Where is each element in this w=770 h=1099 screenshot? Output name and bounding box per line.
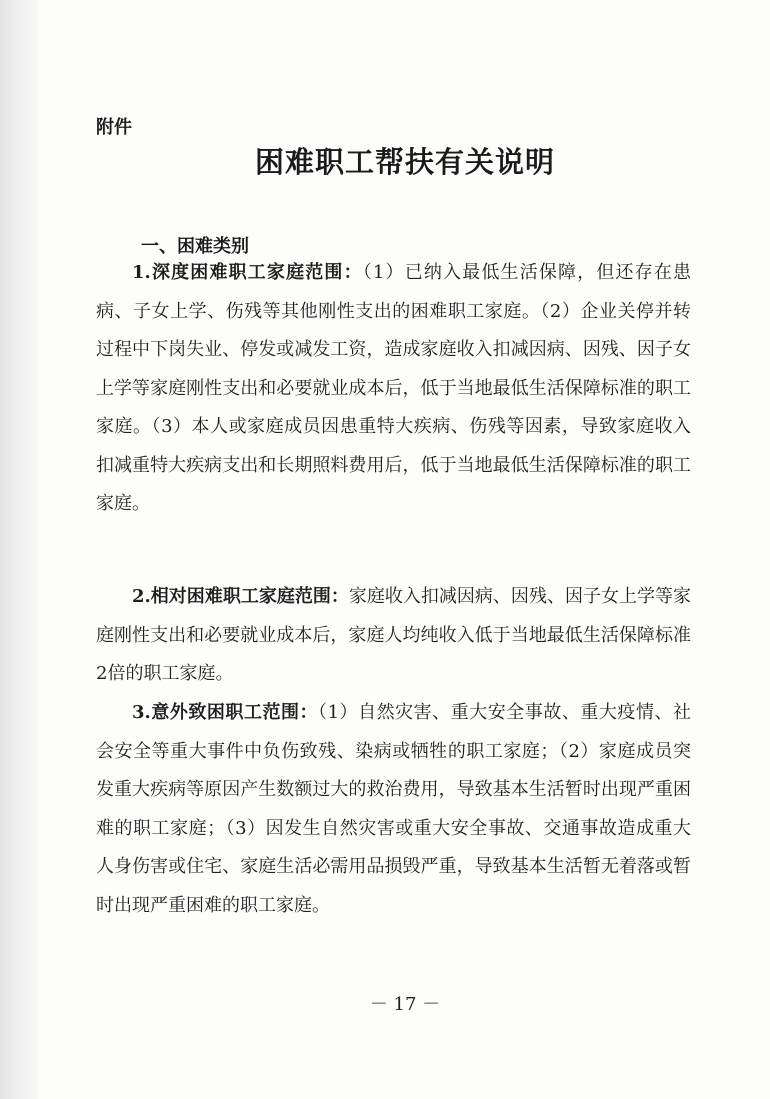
paragraph-text: （1）已纳入最低生活保障，但还存在患病、子女上学、伤残等其他刚性支出的困难职工家庭。（2）企业关停并转过程中下岗失业、停发或减发工资，造成家庭收入扣减因病、因残、因子女上学等家庭刚性支出和必要就业成本后，低于当地最低生活保障标准的职工家庭。（3）本人或家庭成员因患重特大疾病、伤残等因素，导致家庭收入扣减重特大疾病支出和长期照料费用后，低于当地最低生活保障标准的职工家庭。: [96, 262, 692, 514]
paragraph-lead: 2.相对困难职工家庭范围：: [132, 586, 349, 607]
paragraph-lead: 3.意外致困职工范围：: [132, 702, 319, 723]
paragraph-deep-hardship: [96, 254, 691, 524]
section-heading: 一、困难类别: [141, 236, 249, 257]
attachment-label: 附件: [96, 117, 132, 138]
document-title: 困难职工帮扶有关说明: [254, 145, 555, 179]
paragraph-text: （1）自然灾害、重大安全事故、重大疫情、社会安全等重大事件中负伤致残、染病或牺牲的职工家庭；（2）家庭成员突发重大疾病等原因产生数额过大的救治费用，导致基本生活暂时出现严重困难的职工家庭；（3）因发生自然灾害或重大安全事故、交通事故造成重大人身伤害或住宅、家庭生活必需用品损毁严重，导致基本生活暂无着落或暂时出现严重困难的职工家庭。: [96, 702, 691, 916]
page-number: － 17 －: [369, 994, 441, 1015]
paragraph-accidental-hardship: [96, 694, 691, 925]
paragraph-relative-hardship: [96, 578, 691, 694]
paragraph-lead: 1.深度困难职工家庭范围：: [132, 262, 363, 283]
paragraph-text: 家庭收入扣减因病、因残、因子女上学等家庭刚性支出和必要就业成本后，家庭人均纯收入低于当地最低生活保障标准2倍的职工家庭。: [96, 586, 691, 684]
